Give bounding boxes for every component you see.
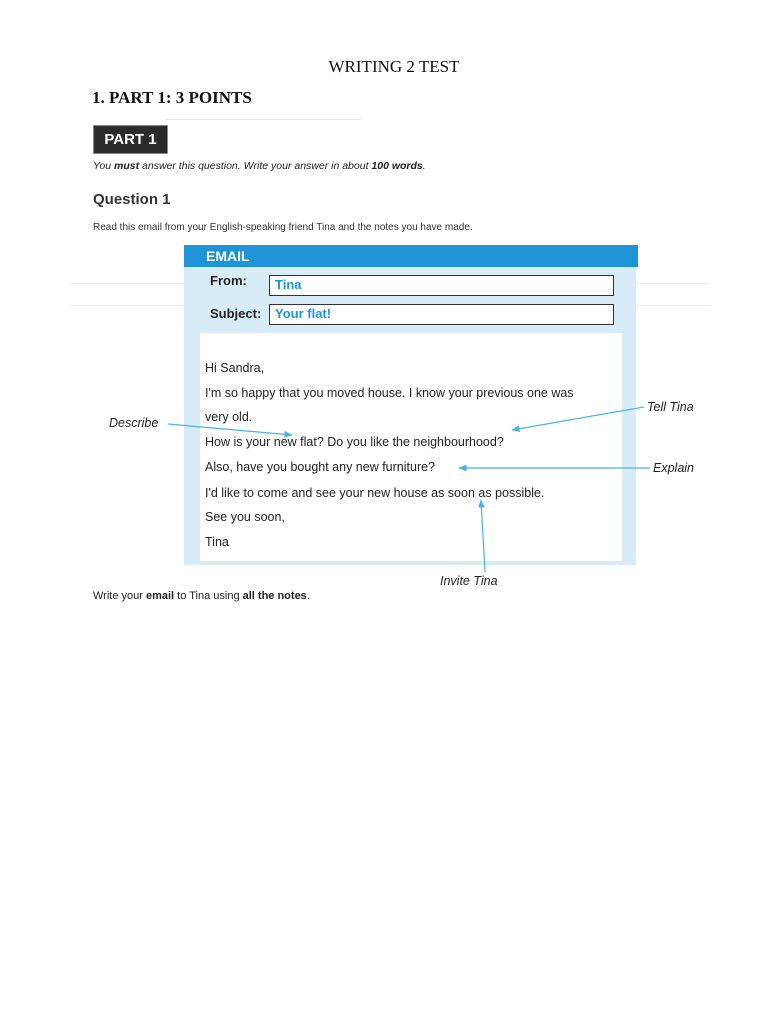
arrow-tell [512,407,644,430]
instruction-part: You [93,160,115,172]
footer-part: . [306,590,310,602]
note-explain: Explain [653,461,694,475]
part-badge: PART 1 [93,125,168,154]
note-describe: Describe [109,416,159,430]
footer-part: to Tina using [174,590,243,602]
email-body-line: Hi Sandra, [205,361,265,375]
email-body-line: very old. [205,410,253,424]
arrow-describe [168,424,292,435]
email-body-line: How is your new flat? Do you like the neighbourhood? [205,435,504,449]
email-header: EMAIL [184,245,638,267]
subject-field: Your flat! [269,304,614,325]
email-body-line: Tina [205,535,229,549]
footer-emphasis: all the notes [242,590,307,602]
email-body-line: Also, have you bought any new furniture? [205,460,436,474]
note-tell: Tell Tina [647,400,694,414]
email-body-line: I'd like to come and see your new house as soon as possible. [205,486,545,500]
page-title: WRITING 2 TEST [328,57,460,76]
email-body-line: See you soon, [205,510,285,524]
subject-label: Subject: [210,306,262,321]
question-title: Question 1 [93,191,171,208]
footer-part: Write your [93,590,146,602]
footer-emphasis: email [145,590,175,602]
read-instruction: Read this email from your English-speaking friend Tina and the notes you have made. [93,222,473,233]
instruction-part: answer this question. Write your answer in about [139,160,372,172]
from-field: Tina [269,275,614,296]
instruction-part: . [422,160,426,172]
from-label: From: [210,273,247,288]
email-body-line: I'm so happy that you moved house. I know your previous one was [205,386,574,400]
section-heading: 1. PART 1: 3 POINTS [92,88,252,107]
arrow-invite [481,500,485,572]
footer-instruction [93,590,310,602]
instruction-emphasis: must [114,160,140,172]
instruction-emphasis: 100 words [371,160,423,172]
note-invite: Invite Tina [440,574,498,588]
